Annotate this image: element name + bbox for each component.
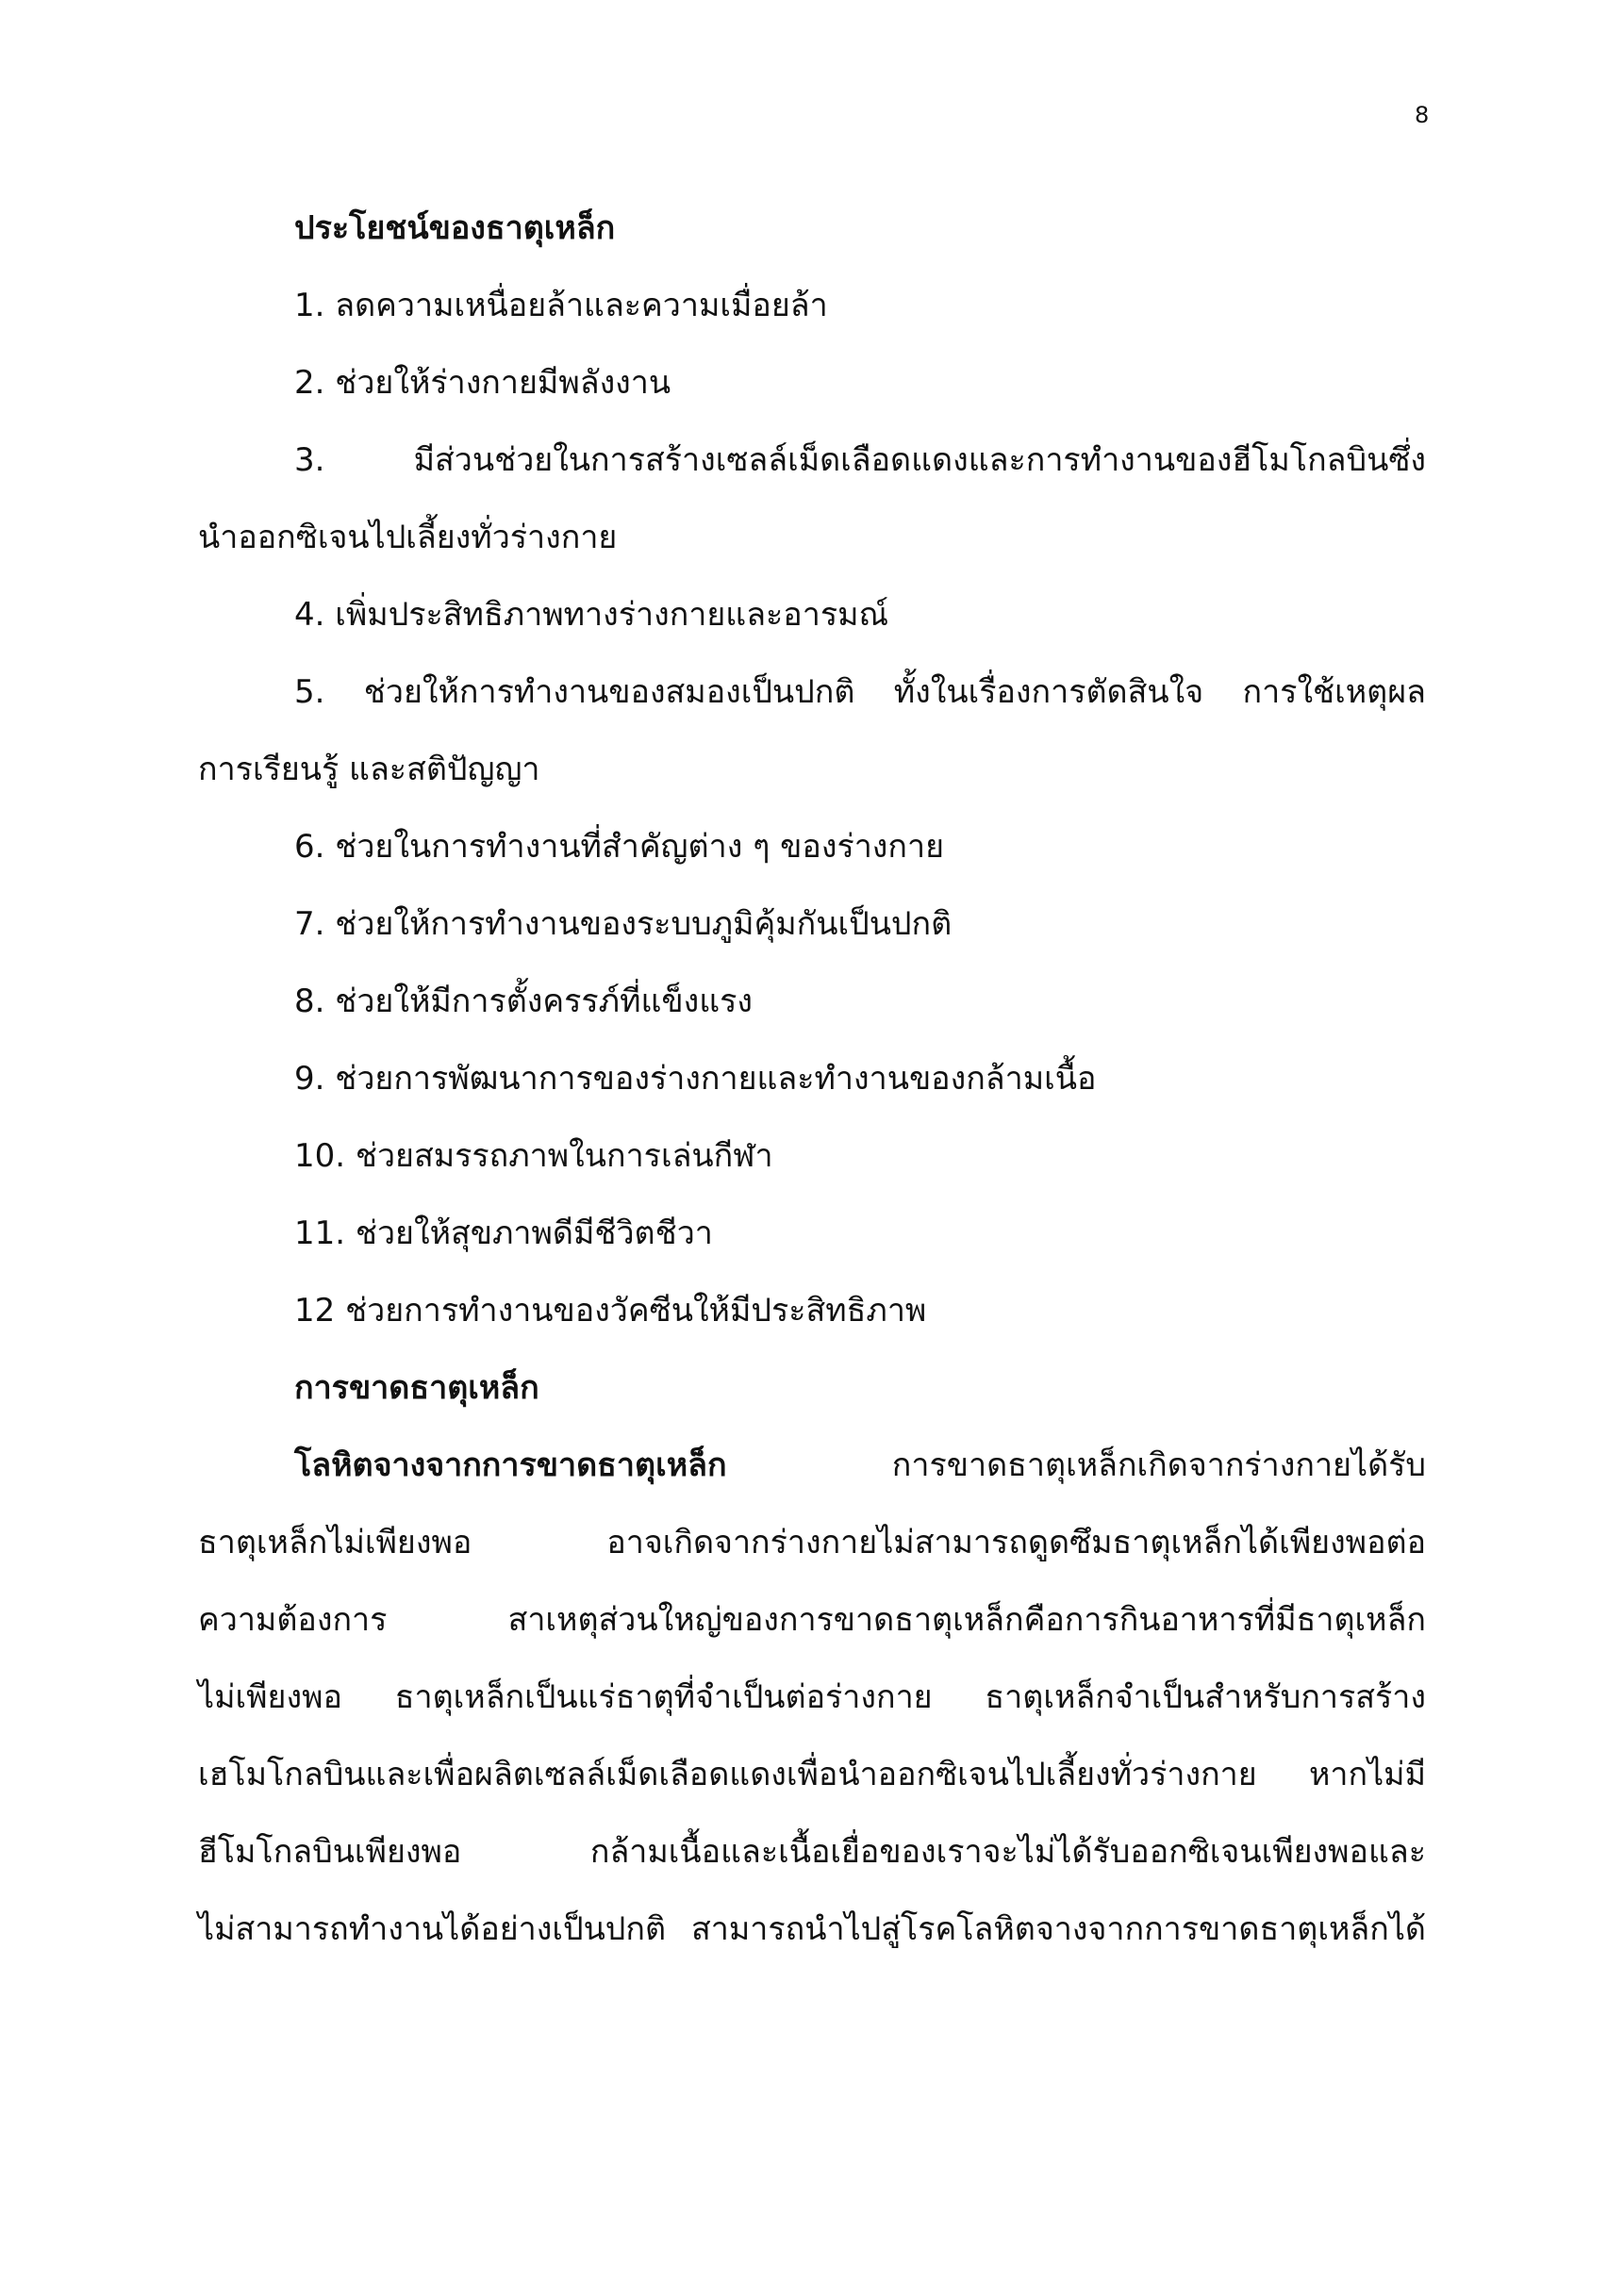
- list-item: 2. ช่วยให้ร่างกายมีพลังงาน: [294, 364, 671, 402]
- list-item: 4. เพิ่มประสิทธิภาพทางร่างกายและอารมณ์: [294, 596, 889, 634]
- section-heading-iron-deficiency: การขาดธาตุเหล็ก: [294, 1369, 539, 1407]
- paragraph-first-line: [294, 1437, 1426, 1494]
- paragraph-line: เฮโมโกลบินและเพื่อผลิตเซลล์เม็ดเลือดแดงเพื่อนำออกซิเจนไปเลี้ยงทั่วร่างกาย หากไม่มี: [198, 1756, 1426, 1793]
- list-item: 3. มีส่วนช่วยในการสร้างเซลล์เม็ดเลือดแดงและการทำงานของฮีโมโกลบินซึ่ง: [294, 441, 1426, 479]
- list-item: 9. ช่วยการพัฒนาการของร่างกายและทำงานของกล้ามเนื้อ: [294, 1060, 1097, 1098]
- paragraph-line: ฮีโมโกลบินเพียงพอ กล้ามเนื้อและเนื้อเยื่อของเราจะไม่ได้รับออกซิเจนเพียงพอและ: [198, 1833, 1426, 1871]
- paragraph-line: ความต้องการ สาเหตุส่วนใหญ่ของการขาดธาตุเหล็กคือการกินอาหารที่มีธาตุเหล็ก: [198, 1601, 1426, 1639]
- list-item: 8. ช่วยให้มีการตั้งครรภ์ที่แข็งแรง: [294, 983, 754, 1020]
- list-item-continuation: การเรียนรู้ และสติปัญญา: [198, 751, 540, 788]
- list-item: 5. ช่วยให้การทำงานของสมองเป็นปกติ ทั้งในเรื่องการตัดสินใจ การใช้เหตุผล: [294, 673, 1426, 711]
- list-item: 6. ช่วยในการทำงานที่สำคัญต่าง ๆ ของร่างกาย: [294, 828, 944, 866]
- list-item: 10. ช่วยสมรรถภาพในการเล่นกีฬา: [294, 1137, 773, 1175]
- paragraph-text: การขาดธาตุเหล็กเกิดจากร่างกายได้รับ: [891, 1446, 1426, 1484]
- list-item: 11. ช่วยให้สุขภาพดีมีชีวิตชีวา: [294, 1214, 713, 1252]
- page-number: 8: [1415, 102, 1430, 128]
- list-item: 7. ช่วยให้การทำงานของระบบภูมิคุ้มกันเป็นปกติ: [294, 905, 953, 943]
- section-heading-iron-benefits: ประโยชน์ของธาตุเหล็ก: [294, 209, 616, 247]
- list-item-continuation: นำออกซิเจนไปเลี้ยงทั่วร่างกาย: [198, 519, 618, 556]
- paragraph-line: ไม่เพียงพอ ธาตุเหล็กเป็นแร่ธาตุที่จำเป็นต่อร่างกาย ธาตุเหล็กจำเป็นสำหรับการสร้าง: [198, 1678, 1426, 1716]
- paragraph-lead-term: โลหิตจางจากการขาดธาตุเหล็ก: [294, 1446, 727, 1484]
- paragraph-line: ธาตุเหล็กไม่เพียงพอ อาจเกิดจากร่างกายไม่สามารถดูดซึมธาตุเหล็กได้เพียงพอต่อ: [198, 1524, 1426, 1561]
- list-item: 12 ช่วยการทำงานของวัคซีนให้มีประสิทธิภาพ: [294, 1292, 927, 1330]
- paragraph-line: ไม่สามารถทำงานได้อย่างเป็นปกติ สามารถนำไปสู่โรคโลหิตจางจากการขาดธาตุเหล็กได้: [198, 1910, 1426, 1948]
- list-item: 1. ลดความเหนื่อยล้าและความเมื่อยล้า: [294, 287, 828, 324]
